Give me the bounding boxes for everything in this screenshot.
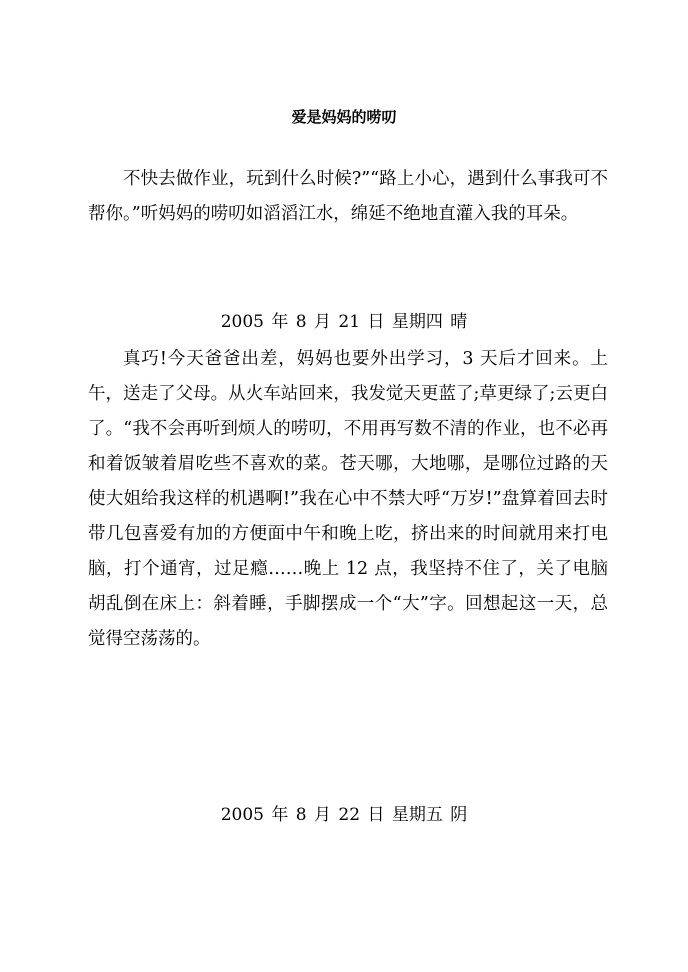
paragraph-diary-entry: 真巧!今天爸爸出差，妈妈也要外出学习，3 天后才回来。上午，送走了父母。从火车站回来，我发觉天更蓝了;草更绿了;云更白了。“我不会再听到烦人的唠叨，不用再写数不清的作业，也不必再和着饭皱着眉吃些不喜欢的菜。苍天哪，大地哪，是哪位过路的天使大姐给我这样的机遇啊!”我在心中不禁大呼“万岁!”盘算着回去时带几包喜爱有加的方便面中午和晚上吃，挤出来的时间就用来打电脑，打个通宵，过足瘾……晚上 12 点，我坚持不住了，关了电脑胡乱倒在床上：斜着睡，手脚摆成一个“大”字。回想起这一天，总觉得空荡荡的。 xyxy=(88,349,608,649)
paragraph-intro: 不快去做作业，玩到什么时候?”“路上小心，遇到什么事我可不帮你。”听妈妈的唠叨如滔滔江水，绵延不绝地直灌入我的耳朵。 xyxy=(88,169,608,224)
diary-date-line: 2005 年 8 月 21 日 星期四 晴 xyxy=(220,312,468,332)
document-title: 爱是妈妈的唠叨 xyxy=(291,108,397,126)
diary-date-line-2: 2005 年 8 月 22 日 星期五 阴 xyxy=(220,805,468,825)
